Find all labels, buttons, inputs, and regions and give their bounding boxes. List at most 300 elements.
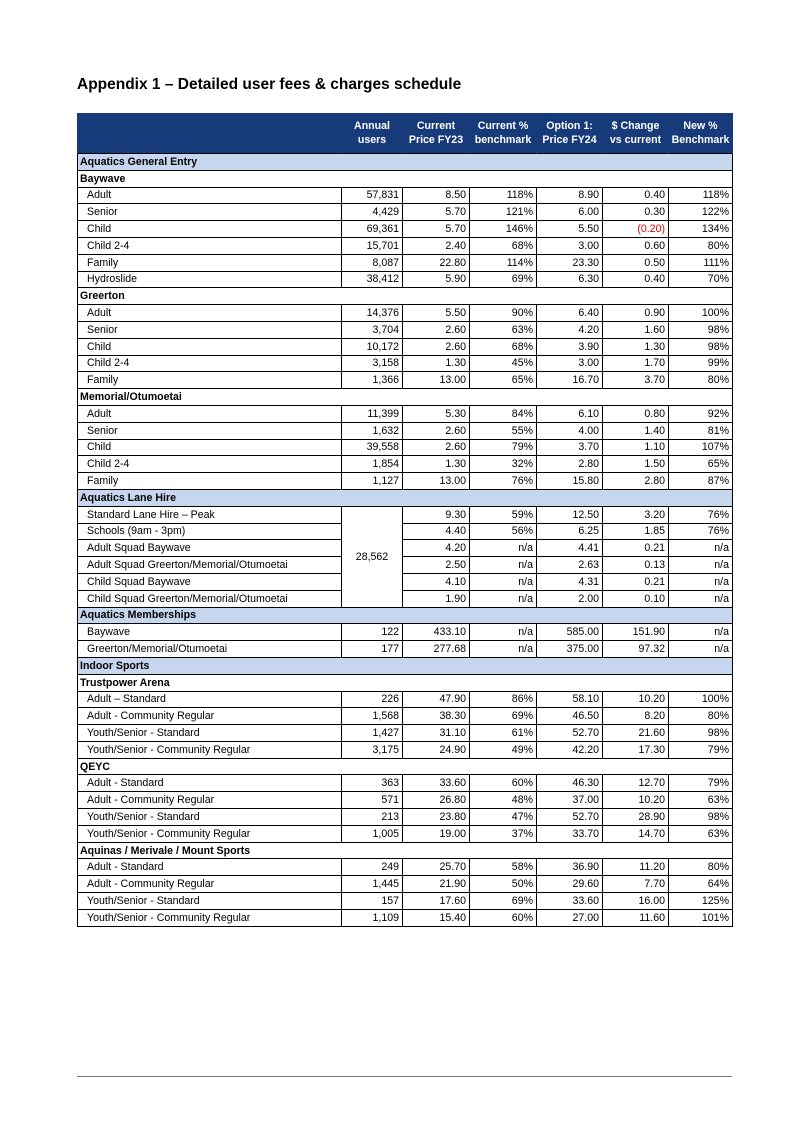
annual-users-cell: 1,427 — [342, 725, 403, 742]
current-price-cell: 22.80 — [403, 254, 470, 271]
annual-users-cell: 122 — [342, 624, 403, 641]
annual-users-cell: 1,632 — [342, 422, 403, 439]
row-label: Family — [78, 372, 342, 389]
change-cell: 1.40 — [603, 422, 669, 439]
current-benchmark-cell: n/a — [470, 540, 537, 557]
change-cell: 0.13 — [603, 557, 669, 574]
current-benchmark-cell: 48% — [470, 792, 537, 809]
option-price-cell: 2.63 — [537, 557, 603, 574]
current-price-cell: 1.30 — [403, 355, 470, 372]
current-price-cell: 2.60 — [403, 321, 470, 338]
current-price-cell: 9.30 — [403, 506, 470, 523]
option-price-cell: 46.30 — [537, 775, 603, 792]
new-benchmark-cell: 107% — [669, 439, 733, 456]
new-benchmark-cell: 98% — [669, 725, 733, 742]
new-benchmark-cell: 80% — [669, 237, 733, 254]
table-row — [78, 355, 733, 372]
table-row — [78, 691, 733, 708]
current-benchmark-cell: 86% — [470, 691, 537, 708]
table-row — [78, 221, 733, 238]
table-row — [78, 893, 733, 910]
table-row — [78, 506, 733, 523]
section-label: Indoor Sports — [78, 657, 733, 674]
change-cell: 1.50 — [603, 456, 669, 473]
new-benchmark-cell: n/a — [669, 557, 733, 574]
row-label: Youth/Senior - Community Regular — [78, 909, 342, 926]
current-price-cell: 2.60 — [403, 422, 470, 439]
annual-users-cell: 157 — [342, 893, 403, 910]
current-price-cell: 13.00 — [403, 473, 470, 490]
row-label: Child 2-4 — [78, 355, 342, 372]
annual-users-cell: 1,568 — [342, 708, 403, 725]
change-cell: 97.32 — [603, 641, 669, 658]
option-price-cell: 3.90 — [537, 338, 603, 355]
change-cell: 12.70 — [603, 775, 669, 792]
current-benchmark-cell: 49% — [470, 741, 537, 758]
header-option-price: Option 1: Price FY24 — [537, 113, 603, 154]
new-benchmark-cell: 87% — [669, 473, 733, 490]
option-price-cell: 8.90 — [537, 187, 603, 204]
new-benchmark-cell: n/a — [669, 573, 733, 590]
option-price-cell: 46.50 — [537, 708, 603, 725]
row-label: Child — [78, 221, 342, 238]
change-cell: 1.60 — [603, 321, 669, 338]
new-benchmark-cell: n/a — [669, 624, 733, 641]
table-row — [78, 321, 733, 338]
change-cell: 8.20 — [603, 708, 669, 725]
row-label: Greerton/Memorial/Otumoetai — [78, 641, 342, 658]
current-benchmark-cell: 32% — [470, 456, 537, 473]
option-price-cell: 3.00 — [537, 237, 603, 254]
change-cell: 14.70 — [603, 825, 669, 842]
group-header-row — [78, 758, 733, 775]
current-benchmark-cell: 50% — [470, 876, 537, 893]
current-price-cell: 15.40 — [403, 909, 470, 926]
change-cell: 0.80 — [603, 405, 669, 422]
current-benchmark-cell: 60% — [470, 775, 537, 792]
annual-users-cell: 3,704 — [342, 321, 403, 338]
change-cell: 0.21 — [603, 573, 669, 590]
option-price-cell: 2.00 — [537, 590, 603, 607]
new-benchmark-cell: 80% — [669, 859, 733, 876]
row-label: Child — [78, 338, 342, 355]
current-price-cell: 33.60 — [403, 775, 470, 792]
current-price-cell: 2.40 — [403, 237, 470, 254]
option-price-cell: 27.00 — [537, 909, 603, 926]
row-label: Youth/Senior - Standard — [78, 809, 342, 826]
option-price-cell: 12.50 — [537, 506, 603, 523]
table-body — [78, 154, 733, 927]
current-price-cell: 2.60 — [403, 338, 470, 355]
current-price-cell: 5.70 — [403, 204, 470, 221]
new-benchmark-cell: n/a — [669, 590, 733, 607]
row-label: Schools (9am - 3pm) — [78, 523, 342, 540]
group-header-row — [78, 674, 733, 691]
option-price-cell: 6.00 — [537, 204, 603, 221]
table-row — [78, 338, 733, 355]
row-label: Youth/Senior - Standard — [78, 725, 342, 742]
change-cell: 17.30 — [603, 741, 669, 758]
annual-users-cell: 39,558 — [342, 439, 403, 456]
current-price-cell: 8.50 — [403, 187, 470, 204]
current-price-cell: 433.10 — [403, 624, 470, 641]
current-price-cell: 2.50 — [403, 557, 470, 574]
fees-table — [77, 113, 733, 927]
current-benchmark-cell: 79% — [470, 439, 537, 456]
annual-users-cell: 249 — [342, 859, 403, 876]
annual-users-cell: 3,175 — [342, 741, 403, 758]
new-benchmark-cell: 111% — [669, 254, 733, 271]
table-row — [78, 237, 733, 254]
new-benchmark-cell: 100% — [669, 305, 733, 322]
current-benchmark-cell: 63% — [470, 321, 537, 338]
row-label: Family — [78, 254, 342, 271]
new-benchmark-cell: 65% — [669, 456, 733, 473]
header-current-benchmark: Current % benchmark — [470, 113, 537, 154]
row-label: Senior — [78, 422, 342, 439]
new-benchmark-cell: 101% — [669, 909, 733, 926]
current-price-cell: 1.30 — [403, 456, 470, 473]
header-new-benchmark: New % Benchmark — [669, 113, 733, 154]
option-price-cell: 16.70 — [537, 372, 603, 389]
current-benchmark-cell: 69% — [470, 893, 537, 910]
section-header-row — [78, 489, 733, 506]
current-price-cell: 31.10 — [403, 725, 470, 742]
row-label: Adult — [78, 187, 342, 204]
table-row — [78, 825, 733, 842]
annual-users-cell: 1,445 — [342, 876, 403, 893]
option-price-cell: 42.20 — [537, 741, 603, 758]
current-benchmark-cell: 84% — [470, 405, 537, 422]
new-benchmark-cell: 98% — [669, 809, 733, 826]
current-price-cell: 4.40 — [403, 523, 470, 540]
current-benchmark-cell: 37% — [470, 825, 537, 842]
row-label: Adult - Standard — [78, 775, 342, 792]
new-benchmark-cell: 118% — [669, 187, 733, 204]
option-price-cell: 52.70 — [537, 809, 603, 826]
row-label: Adult — [78, 405, 342, 422]
new-benchmark-cell: 92% — [669, 405, 733, 422]
option-price-cell: 15.80 — [537, 473, 603, 490]
new-benchmark-cell: 80% — [669, 372, 733, 389]
footer-rule — [77, 1076, 732, 1077]
new-benchmark-cell: 79% — [669, 741, 733, 758]
table-row — [78, 573, 733, 590]
row-label: Youth/Senior - Community Regular — [78, 825, 342, 842]
table-row — [78, 859, 733, 876]
change-cell: 1.30 — [603, 338, 669, 355]
group-label: Aquinas / Merivale / Mount Sports — [78, 842, 733, 859]
row-label: Child — [78, 439, 342, 456]
annual-users-cell: 14,376 — [342, 305, 403, 322]
annual-users-cell: 1,366 — [342, 372, 403, 389]
change-cell: 3.70 — [603, 372, 669, 389]
new-benchmark-cell: 98% — [669, 338, 733, 355]
annual-users-cell: 1,854 — [342, 456, 403, 473]
annual-users-cell: 3,158 — [342, 355, 403, 372]
row-label: Adult - Community Regular — [78, 708, 342, 725]
current-price-cell: 26.80 — [403, 792, 470, 809]
change-cell: 10.20 — [603, 792, 669, 809]
option-price-cell: 33.60 — [537, 893, 603, 910]
change-cell: 0.90 — [603, 305, 669, 322]
row-label: Adult — [78, 305, 342, 322]
option-price-cell: 37.00 — [537, 792, 603, 809]
row-label: Adult - Community Regular — [78, 876, 342, 893]
current-benchmark-cell: 68% — [470, 237, 537, 254]
annual-users-cell: 1,109 — [342, 909, 403, 926]
row-label: Youth/Senior - Community Regular — [78, 741, 342, 758]
current-benchmark-cell: 45% — [470, 355, 537, 372]
header-row — [78, 113, 733, 154]
change-cell: 7.70 — [603, 876, 669, 893]
row-label: Hydroslide — [78, 271, 342, 288]
current-benchmark-cell: 114% — [470, 254, 537, 271]
group-label: Trustpower Arena — [78, 674, 733, 691]
row-label: Adult Squad Baywave — [78, 540, 342, 557]
group-label: Baywave — [78, 170, 733, 187]
header-change: $ Change vs current — [603, 113, 669, 154]
change-cell: 0.30 — [603, 204, 669, 221]
section-header-row — [78, 657, 733, 674]
current-price-cell: 5.90 — [403, 271, 470, 288]
option-price-cell: 4.20 — [537, 321, 603, 338]
change-cell: 11.20 — [603, 859, 669, 876]
new-benchmark-cell: 80% — [669, 708, 733, 725]
row-label: Child Squad Baywave — [78, 573, 342, 590]
table-row — [78, 405, 733, 422]
table-row — [78, 909, 733, 926]
table-row — [78, 775, 733, 792]
table-row — [78, 557, 733, 574]
option-price-cell: 6.25 — [537, 523, 603, 540]
change-cell: 1.70 — [603, 355, 669, 372]
option-price-cell: 6.10 — [537, 405, 603, 422]
change-cell: 0.40 — [603, 271, 669, 288]
current-price-cell: 21.90 — [403, 876, 470, 893]
table-row — [78, 456, 733, 473]
change-cell: 0.10 — [603, 590, 669, 607]
current-price-cell: 13.00 — [403, 372, 470, 389]
table-row — [78, 422, 733, 439]
table-row — [78, 641, 733, 658]
annual-users-cell: 8,087 — [342, 254, 403, 271]
current-benchmark-cell: n/a — [470, 624, 537, 641]
option-price-cell: 33.70 — [537, 825, 603, 842]
table-row — [78, 523, 733, 540]
table-row — [78, 439, 733, 456]
header-blank — [78, 113, 342, 154]
change-cell: 28.90 — [603, 809, 669, 826]
change-cell: 2.80 — [603, 473, 669, 490]
current-price-cell: 47.90 — [403, 691, 470, 708]
table-row — [78, 809, 733, 826]
current-benchmark-cell: 58% — [470, 859, 537, 876]
table-row — [78, 372, 733, 389]
group-label: Memorial/Otumoetai — [78, 389, 733, 406]
change-cell: 0.21 — [603, 540, 669, 557]
current-benchmark-cell: 146% — [470, 221, 537, 238]
annual-users-cell: 69,361 — [342, 221, 403, 238]
row-label: Family — [78, 473, 342, 490]
table-row — [78, 204, 733, 221]
change-cell: 11.60 — [603, 909, 669, 926]
change-cell: 0.60 — [603, 237, 669, 254]
current-price-cell: 38.30 — [403, 708, 470, 725]
option-price-cell: 4.31 — [537, 573, 603, 590]
change-cell: 16.00 — [603, 893, 669, 910]
current-price-cell: 277.68 — [403, 641, 470, 658]
current-benchmark-cell: 65% — [470, 372, 537, 389]
annual-users-cell: 213 — [342, 809, 403, 826]
group-label: Greerton — [78, 288, 733, 305]
option-price-cell: 3.70 — [537, 439, 603, 456]
option-price-cell: 375.00 — [537, 641, 603, 658]
change-cell: 10.20 — [603, 691, 669, 708]
group-header-row — [78, 389, 733, 406]
annual-users-cell: 28,562 — [342, 506, 403, 607]
table-row — [78, 708, 733, 725]
new-benchmark-cell: 79% — [669, 775, 733, 792]
current-benchmark-cell: n/a — [470, 573, 537, 590]
current-benchmark-cell: n/a — [470, 557, 537, 574]
change-cell: (0.20) — [603, 221, 669, 238]
new-benchmark-cell: 64% — [669, 876, 733, 893]
current-price-cell: 2.60 — [403, 439, 470, 456]
new-benchmark-cell: n/a — [669, 540, 733, 557]
current-price-cell: 23.80 — [403, 809, 470, 826]
table-row — [78, 876, 733, 893]
current-price-cell: 25.70 — [403, 859, 470, 876]
option-price-cell: 6.40 — [537, 305, 603, 322]
current-price-cell: 5.30 — [403, 405, 470, 422]
annual-users-cell: 4,429 — [342, 204, 403, 221]
table-row — [78, 254, 733, 271]
annual-users-cell: 15,701 — [342, 237, 403, 254]
new-benchmark-cell: 76% — [669, 506, 733, 523]
change-cell: 0.50 — [603, 254, 669, 271]
table-row — [78, 624, 733, 641]
option-price-cell: 4.00 — [537, 422, 603, 439]
annual-users-cell: 1,005 — [342, 825, 403, 842]
current-benchmark-cell: 68% — [470, 338, 537, 355]
current-benchmark-cell: 60% — [470, 909, 537, 926]
row-label: Adult Squad Greerton/Memorial/Otumoetai — [78, 557, 342, 574]
new-benchmark-cell: 81% — [669, 422, 733, 439]
annual-users-cell: 226 — [342, 691, 403, 708]
new-benchmark-cell: n/a — [669, 641, 733, 658]
change-cell: 1.85 — [603, 523, 669, 540]
change-cell: 0.40 — [603, 187, 669, 204]
row-label: Standard Lane Hire – Peak — [78, 506, 342, 523]
current-price-cell: 4.20 — [403, 540, 470, 557]
new-benchmark-cell: 134% — [669, 221, 733, 238]
option-price-cell: 6.30 — [537, 271, 603, 288]
header-annual-users: Annual users — [342, 113, 403, 154]
option-price-cell: 29.60 — [537, 876, 603, 893]
change-cell: 21.60 — [603, 725, 669, 742]
annual-users-cell: 11,399 — [342, 405, 403, 422]
group-header-row — [78, 842, 733, 859]
new-benchmark-cell: 63% — [669, 825, 733, 842]
change-cell: 151.90 — [603, 624, 669, 641]
current-price-cell: 5.50 — [403, 305, 470, 322]
row-label: Senior — [78, 204, 342, 221]
annual-users-cell: 1,127 — [342, 473, 403, 490]
group-header-row — [78, 288, 733, 305]
change-cell: 3.20 — [603, 506, 669, 523]
new-benchmark-cell: 99% — [669, 355, 733, 372]
current-benchmark-cell: 55% — [470, 422, 537, 439]
new-benchmark-cell: 125% — [669, 893, 733, 910]
section-label: Aquatics General Entry — [78, 154, 733, 171]
current-benchmark-cell: 61% — [470, 725, 537, 742]
current-benchmark-cell: 121% — [470, 204, 537, 221]
annual-users-cell: 177 — [342, 641, 403, 658]
group-header-row — [78, 170, 733, 187]
current-price-cell: 24.90 — [403, 741, 470, 758]
row-label: Child 2-4 — [78, 456, 342, 473]
new-benchmark-cell: 100% — [669, 691, 733, 708]
current-benchmark-cell: 118% — [470, 187, 537, 204]
group-label: QEYC — [78, 758, 733, 775]
current-price-cell: 4.10 — [403, 573, 470, 590]
option-price-cell: 5.50 — [537, 221, 603, 238]
row-label: Child Squad Greerton/Memorial/Otumoetai — [78, 590, 342, 607]
annual-users-cell: 363 — [342, 775, 403, 792]
current-price-cell: 1.90 — [403, 590, 470, 607]
option-price-cell: 58.10 — [537, 691, 603, 708]
section-label: Aquatics Memberships — [78, 607, 733, 624]
new-benchmark-cell: 98% — [669, 321, 733, 338]
table-row — [78, 271, 733, 288]
option-price-cell: 23.30 — [537, 254, 603, 271]
current-benchmark-cell: 47% — [470, 809, 537, 826]
new-benchmark-cell: 122% — [669, 204, 733, 221]
table-row — [78, 792, 733, 809]
change-cell: 1.10 — [603, 439, 669, 456]
current-benchmark-cell: 69% — [470, 708, 537, 725]
current-benchmark-cell: 90% — [470, 305, 537, 322]
page-title: Appendix 1 – Detailed user fees & charges schedule — [77, 76, 462, 93]
table-row — [78, 305, 733, 322]
row-label: Adult - Standard — [78, 859, 342, 876]
row-label: Adult – Standard — [78, 691, 342, 708]
current-price-cell: 5.70 — [403, 221, 470, 238]
row-label: Adult - Community Regular — [78, 792, 342, 809]
row-label: Youth/Senior - Standard — [78, 893, 342, 910]
current-benchmark-cell: 76% — [470, 473, 537, 490]
table-row — [78, 725, 733, 742]
section-label: Aquatics Lane Hire — [78, 489, 733, 506]
option-price-cell: 4.41 — [537, 540, 603, 557]
new-benchmark-cell: 76% — [669, 523, 733, 540]
annual-users-cell: 38,412 — [342, 271, 403, 288]
table-row — [78, 187, 733, 204]
section-header-row — [78, 154, 733, 171]
table-row — [78, 590, 733, 607]
current-benchmark-cell: 59% — [470, 506, 537, 523]
row-label: Child 2-4 — [78, 237, 342, 254]
new-benchmark-cell: 63% — [669, 792, 733, 809]
option-price-cell: 36.90 — [537, 859, 603, 876]
current-benchmark-cell: 69% — [470, 271, 537, 288]
current-price-cell: 17.60 — [403, 893, 470, 910]
option-price-cell: 3.00 — [537, 355, 603, 372]
option-price-cell: 585.00 — [537, 624, 603, 641]
table-row — [78, 540, 733, 557]
annual-users-cell: 571 — [342, 792, 403, 809]
